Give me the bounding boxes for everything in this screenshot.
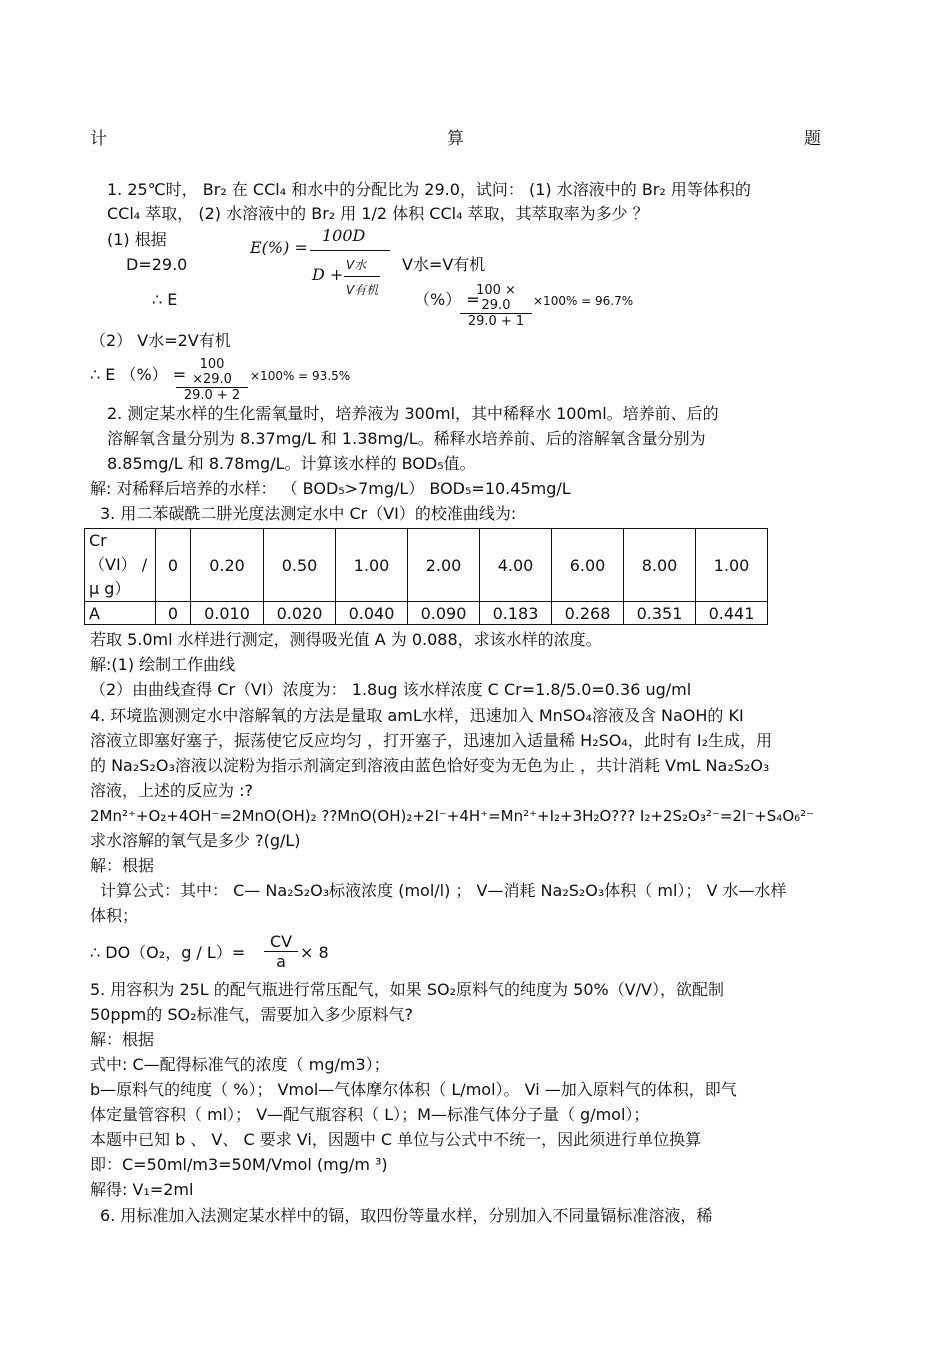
table-cell: 0.020 [264,602,336,625]
table-cell: 2.00 [408,529,480,602]
title-char-2: 算 [447,129,464,149]
q4-solution: 解：根据 [90,856,155,875]
table-header-a: A [85,602,156,625]
q5-note-4: 本题中已知 b 、 V、 C 要求 Vi，因题中 C 单位与公式中不统一，因此须进行单位换算 [90,1130,702,1149]
table-cell: 0.183 [480,602,552,625]
q4-do-lhs: ∴ DO（O₂，g / L）= [90,943,246,962]
q4-equation: 2Mn²⁺+O₂+4OH⁻=2MnO(OH)₂ ??MnO(OH)₂+2I⁻+4H⁺=Mn²⁺+I₂+3H₂O??? I₂+2S₂O₃²⁻=2I⁻+S₄O₆²⁻ [90,807,815,825]
q2-line2: 溶解氧含量分别为 8.37mg/L 和 1.38mg/L。稀释水培养前、后的溶解氧含量分别为 [107,429,706,448]
q1-part2-e: ∴ E （%） = [90,365,187,384]
q1-therefore: ∴ E [152,290,178,309]
q4-do-den: a [276,952,286,971]
q1-line2: CCl₄ 萃取， (2) 水溶液中的 Br₂ 用 1/2 体积 CCl₄ 萃取，其萃取率为多少 ？ [107,204,649,223]
q5-solution: 解：根据 [90,1030,155,1049]
q1-part2: （2） V水=2V有机 [90,331,231,350]
q1-formula-vw: V水 [346,258,367,272]
calibration-table [84,528,768,625]
q2-line3: 8.85mg/L 和 8.78mg/L。计算该水样的 BOD₅值。 [107,454,476,473]
q1-f1-num: 100 × 29.0 [460,283,532,314]
q2-line1: 2. 测定某水样的生化需氧量时，培养液为 300ml，其中稀释水 100ml。培养前、后的 [107,404,719,423]
table-row-cr [85,529,768,602]
q4-line2: 溶液立即塞好塞子，振荡使它反应均匀 ，打开塞子，迅速加入适量稀 H₂SO₄，此时有 I₂生成，用 [90,731,773,750]
table-cell: 0.268 [552,602,624,625]
q1-formula-num: 100D [322,226,366,245]
table-cell: 0 [156,529,191,602]
q1-formula-lhs: E(%) = [250,238,308,257]
table-cell: 1.00 [336,529,408,602]
table-cell: 8.00 [624,529,696,602]
table-cell: 0.441 [696,602,768,625]
q4-ask: 求水溶解的氧气是多少 ?(g/L) [90,831,301,850]
q1-f2-den: 29.0 + 2 [183,388,241,403]
q4-line1: 4. 环境监测测定水中溶解氧的方法是量取 amL水样，迅速加入 MnSO₄溶液及含 NaOH的 KI [90,706,744,725]
q1-formula-vo: V有机 [346,283,379,297]
q4-do-fraction [264,932,298,971]
q4-do-num: CV [264,932,298,952]
q1-fraction-1 [460,283,532,329]
q1-inner-bar [344,276,380,277]
q5-answer: 解得: V₁=2ml [90,1180,194,1199]
q1-part1: (1) 根据 [107,230,167,249]
q1-fraction-2 [176,357,248,403]
q1-fraction-bar [310,250,390,251]
q5-line1: 5. 用容积为 25L 的配气瓶进行常压配气，如果 SO₂原料气的纯度为 50%（V/V），欲配制 [90,980,724,999]
q3-after: 若取 5.0ml 水样进行测定，测得吸光值 A 为 0.088，求该水样的浓度。 [90,630,602,649]
table-cell: 0.040 [336,602,408,625]
table-cell: 0.50 [264,529,336,602]
q1-f1-den: 29.0 + 1 [467,314,525,329]
table-cell: 0 [156,602,191,625]
q1-d: D=29.0 [126,255,188,274]
q1-f2-num: 100 ×29.0 [176,357,248,388]
q5-note-3: 体定量管容积（ ml）； V—配气瓶容积（ L）；M—标准气体分子量（ g/mol）； [90,1105,650,1124]
table-cell: 0.351 [624,602,696,625]
table-cell: 0.090 [408,602,480,625]
table-cell: 1.00 [696,529,768,602]
q5-line2: 50ppm的 SO₂标准气，需要加入多少原料气? [90,1005,414,1024]
table-cell: 6.00 [552,529,624,602]
table-cell: 0.010 [191,602,264,625]
q4-do-tail: × 8 [300,943,329,962]
q4-formula-2: 体积； [90,906,139,925]
q5-note-1: 式中: C—配得标准气的浓度（ mg/m3）； [90,1055,390,1074]
q1-formula-den: D + [312,265,344,284]
q5-note-5: 即：C=50ml/m3=50M/Vmol (mg/m ³) [90,1155,388,1174]
q1-pct: （%） = [414,290,480,309]
q3-solution-2: （2）由曲线查得 Cr（VI）浓度为： 1.8ug 该水样浓度 C Cr=1.8/5.0=0.36 ug/ml [90,680,692,699]
q5-note-2: b—原料气的纯度（ %）； Vmol—气体摩尔体积（ L/mol）。 Vi —加入原料气的体积，即气 [90,1080,737,1099]
q3-solution-1: 解:(1) 绘制工作曲线 [90,655,236,674]
q6-line1: 6. 用标准加入法测定某水样中的镉，取四份等量水样，分别加入不同量镉标准溶液，稀 [100,1206,713,1225]
table-cell: 0.20 [191,529,264,602]
q1-f1-tail: ×100% = 96.7% [533,294,634,308]
title-char-3: 题 [804,129,821,149]
q3-line1: 3. 用二苯碳酰二肼光度法测定水中 Cr（VI）的校准曲线为: [100,504,517,523]
table-header-cr: Cr （VI） / μ g） [85,529,156,602]
q1-line1: 1. 25℃时， Br₂ 在 CCl₄ 和水中的分配比为 29.0，试问： (1) 水溶液中的 Br₂ 用等体积的 [107,180,751,199]
q4-line3: 的 Na₂S₂O₃溶液以淀粉为指示剂滴定到溶液由蓝色恰好变为无色为止 ，共计消耗 VmL Na₂S₂O₃ [90,756,770,775]
table-row-a [85,602,768,625]
table-cell: 4.00 [480,529,552,602]
q1-vrel: V水=V有机 [402,255,486,274]
q4-line4: 溶液，上述的反应为 :? [90,781,253,800]
q1-f2-tail: ×100% = 93.5% [250,369,351,383]
q2-solution: 解: 对稀释后培养的水样： （ BOD₅>7mg/L） BOD₅=10.45mg/L [90,479,571,498]
q4-formula-1: 计算公式：其中： C— Na₂S₂O₃标液浓度 (mol/l) ； V—消耗 Na₂S₂O₃体积（ ml）； V 水—水样 [100,881,787,900]
title-char-1: 计 [90,129,107,149]
